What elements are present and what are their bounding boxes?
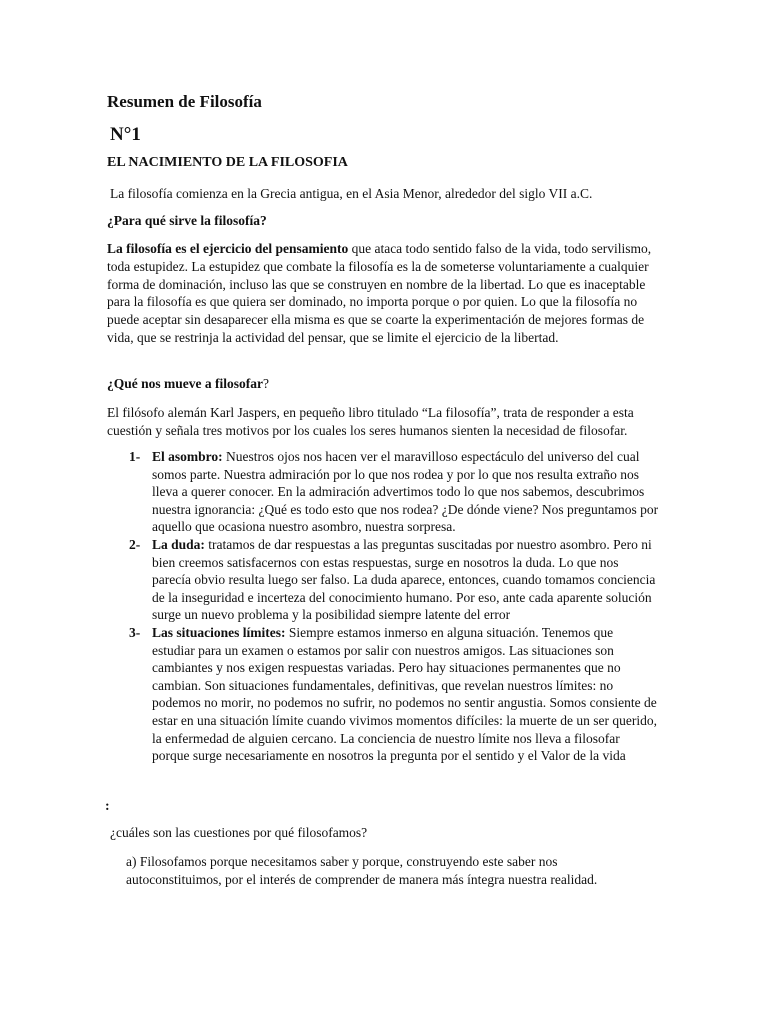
- purpose-text: que ataca todo sentido falso de la vida, todo servilismo, toda estupidez. La estupidez que combate la filosofía es la de someterse voluntariamente a cualquier forma de dominación, incluso las que se construyen en nombre de la libertad. Lo que es inaceptable para la filosofía es que quiera ser dominado, no importa porque o por quien. Lo que la filosofía no puede aceptar sin desaparecer ella misma es que se coarte la experimentación de mejores formas de vida, que se restrinja la actividad del pensar, que se limite el ejercicio de la libertad.: [107, 241, 652, 345]
- purpose-paragraph: [107, 240, 659, 347]
- purpose-lead: La filosofía es el ejercicio del pensamiento: [107, 241, 349, 256]
- question-motive: [107, 375, 269, 393]
- answer-a: a) Filosofamos porque necesitamos saber y porque, construyendo este saber nos autoconstituimos, por el interés de comprender de manera más íntegra nuestra realidad.: [126, 854, 598, 887]
- list-item-number: 3-: [129, 624, 141, 640]
- motives-list: [129, 448, 659, 765]
- jaspers-paragraph: El filósofo alemán Karl Jaspers, en pequeño libro titulado “La filosofía”, trata de responder a esta cuestión y señala tres motivos por los cuales los seres humanos sienten la necesidad de filosofar.: [107, 405, 634, 438]
- question-questions: ¿cuáles son las cuestiones por qué filosofamos?: [110, 825, 368, 840]
- list-item-term: Las situaciones límites:: [152, 624, 286, 640]
- list-item: [129, 624, 659, 765]
- list-item-number: 1-: [129, 449, 141, 464]
- list-item-text: tratamos de dar respuestas a las preguntas suscitadas por nuestro asombro. Pero ni bien creemos satisfacernos con estas respuestas, surge en nosotros la duda. Lo que nos parecía obvio resulta luego ser falso. La duda aparece, entonces, cuando tomamos conciencia de la inseguridad e incerteza del conocimiento humano. Por eso, ante cada aparente solución surge un nuevo problema y la posibilidad siempre latente del error: [152, 536, 656, 623]
- list-item-term: La duda:: [152, 536, 205, 552]
- list-item-number: 2-: [129, 536, 141, 552]
- list-item-text: Nuestros ojos nos hacen ver el maravilloso espectáculo del universo del cual somos parte. Nuestra admiración por lo que nos rodea y por lo que nos resulta extraño nos lleva a querer conocer. En la admiración advertimos todo lo que nos sabemos, descubrimos nuestra ignorancia: ¿Qué es todo esto que nos rodea? ¿De dónde viene? Nos preguntamos por aquello que ocasiona nuestro asombro, nuestra sorpresa.: [152, 449, 659, 535]
- section-heading: EL NACIMIENTO DE LA FILOSOFIA: [107, 155, 348, 170]
- list-item-text: Siempre estamos inmerso en alguna situación. Tenemos que estudiar para un examen o estamos por salir con nuestros amigos. Las situaciones son cambiantes y nos exigen respuestas variadas. Pero hay situaciones permanentes que no cambian. Son situaciones fundamentales, definitivas, que revelan nuestros límites: no podemos no morir, no podemos no sufrir, no podemos no sentir angustia. Somos consiente de estar en una situación límite cuando vivimos momentos difíciles: la muerte de un ser querido, la enfermedad de alguien cercano. La conciencia de nuestro límite nos lleva a filosofar porque surge necesariamente en nosotros la pregunta por el sentido y el Valor de la vida: [152, 624, 657, 764]
- intro-paragraph: La filosofía comienza en la Grecia antigua, en el Asia Menor, alrededor del siglo VII a.C.: [110, 186, 593, 201]
- document-number: N°1: [110, 124, 141, 145]
- stray-colon: :: [105, 799, 110, 814]
- question-purpose: ¿Para qué sirve la filosofía?: [107, 213, 267, 228]
- list-item: [129, 536, 659, 624]
- list-item: [129, 448, 659, 536]
- question-motive-text: ¿Qué nos mueve a filosofar: [107, 376, 263, 391]
- document-title: Resumen de Filosofía: [107, 92, 262, 111]
- list-item-term: El asombro:: [152, 449, 223, 464]
- question-motive-mark: ?: [263, 376, 269, 391]
